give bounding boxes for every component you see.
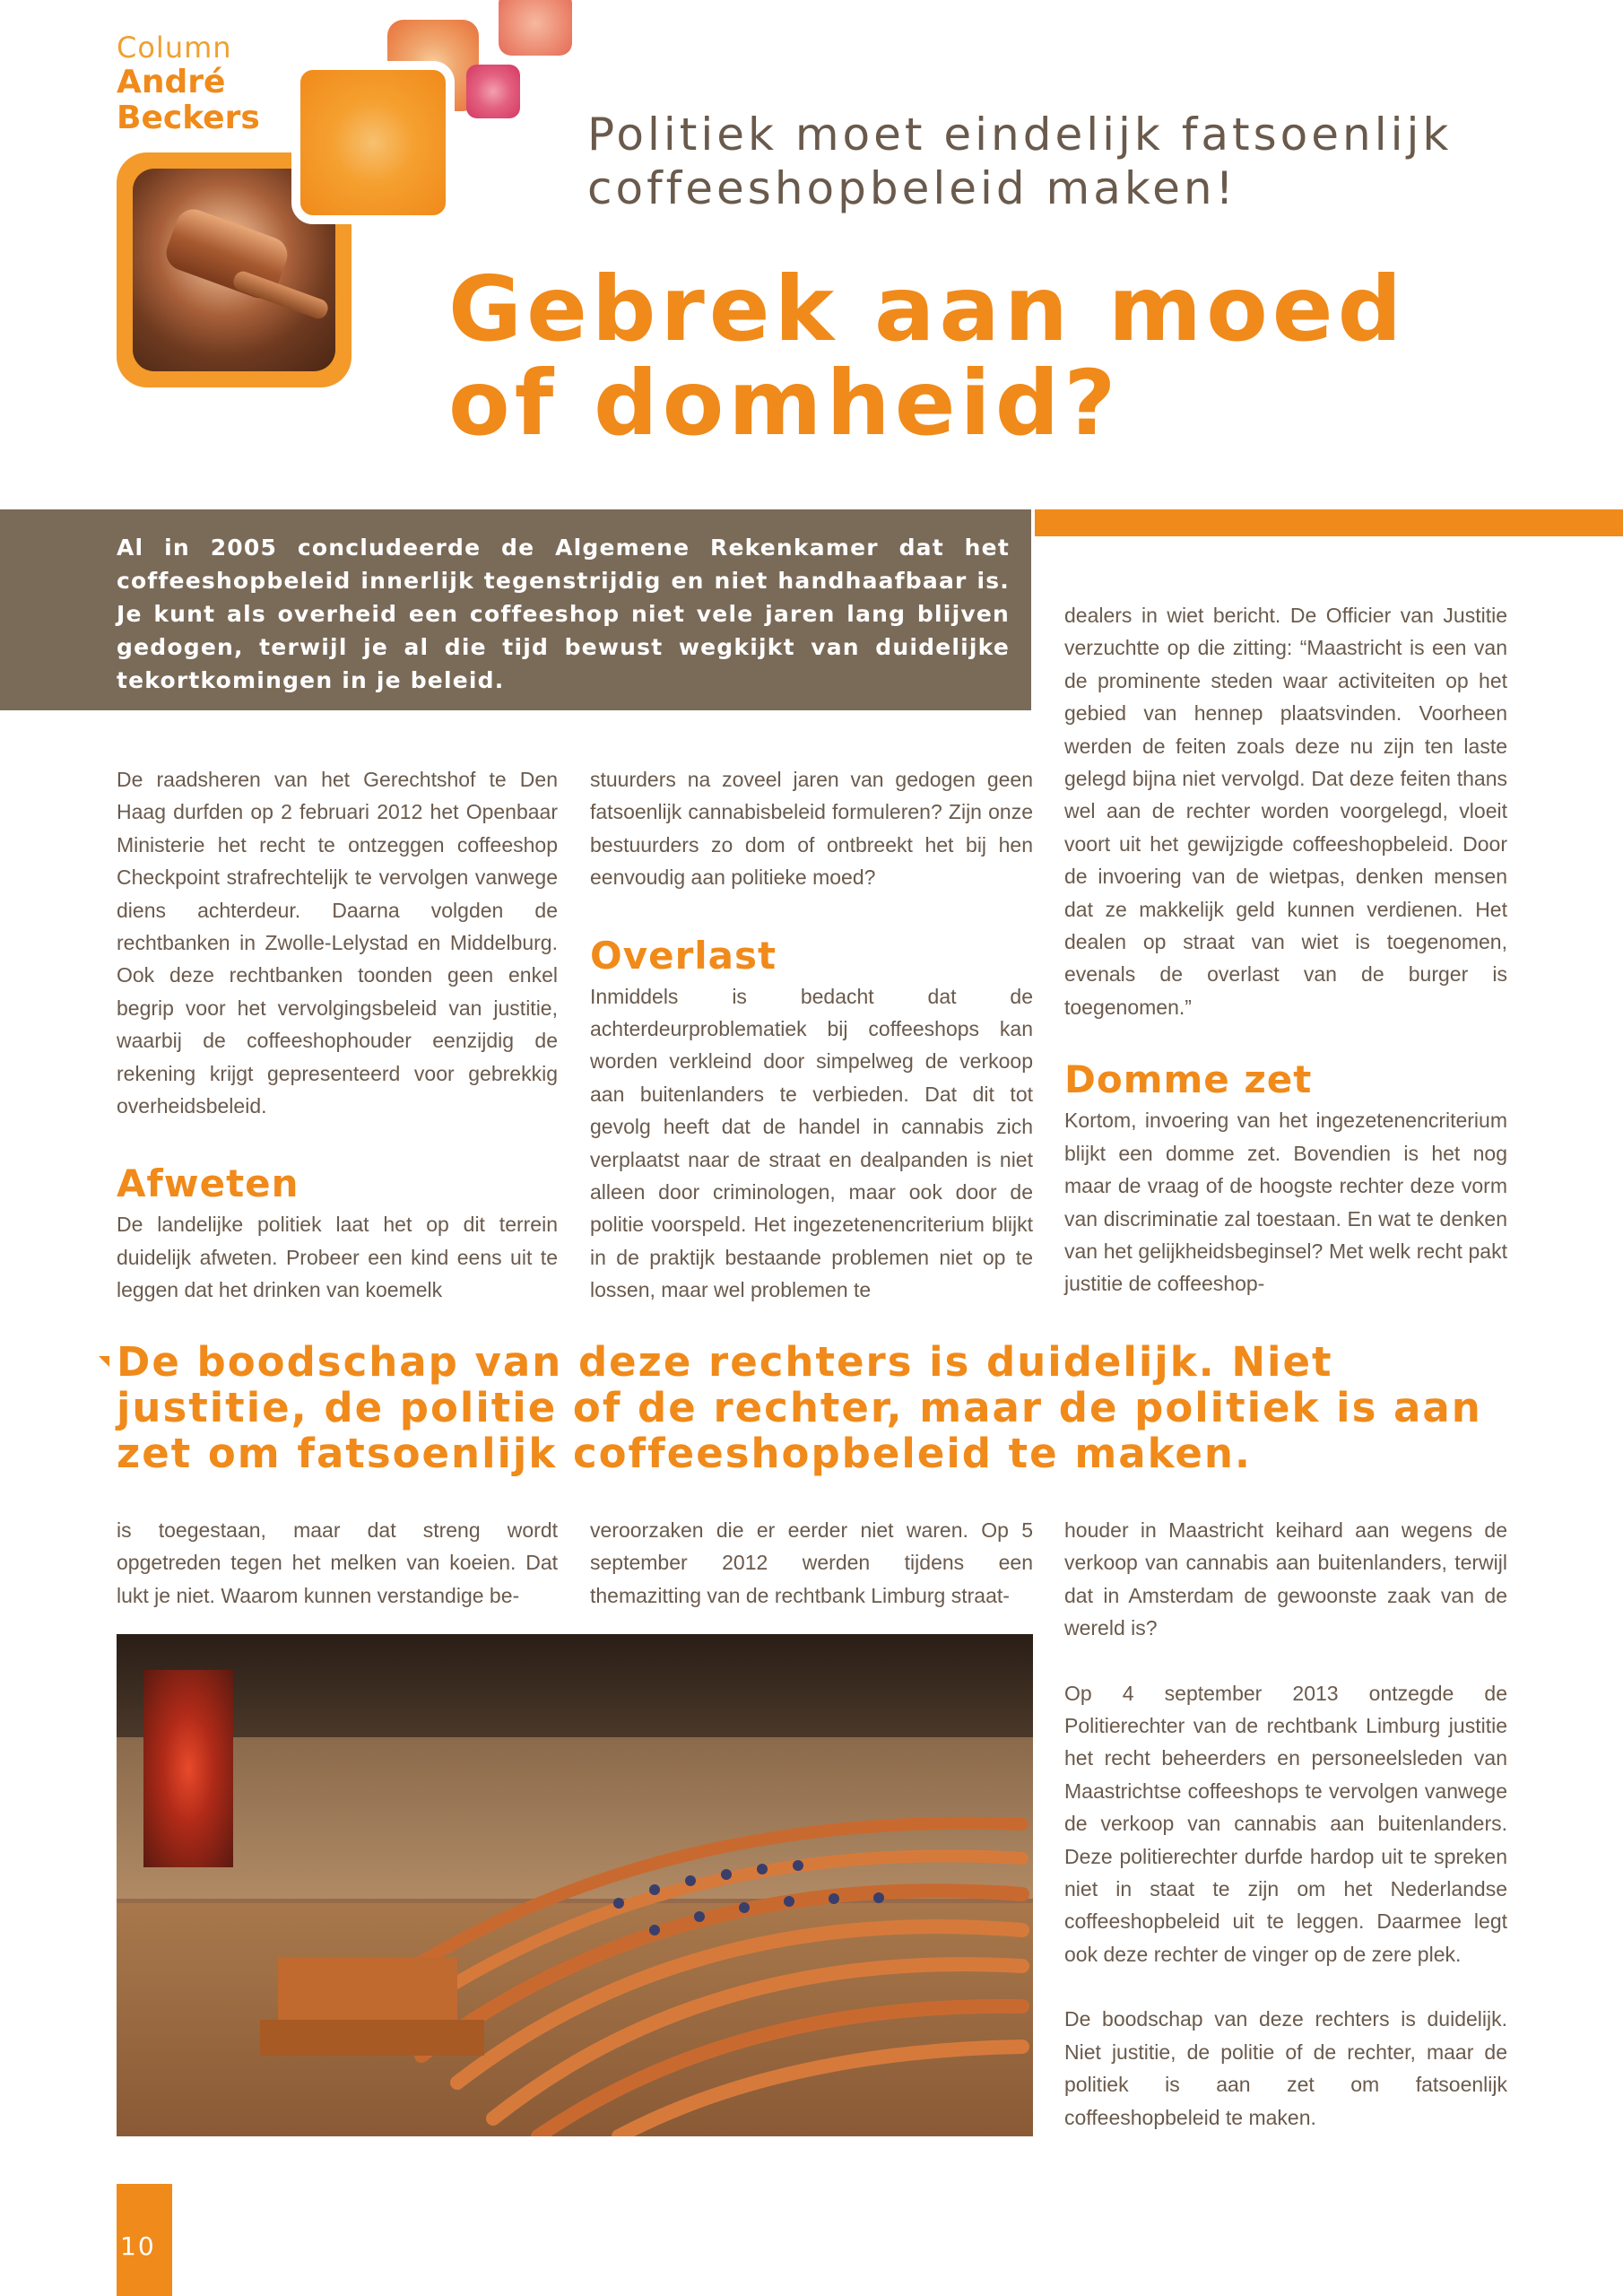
paragraph: veroorzaken die er eerder niet waren. Op 5 september 2012 werden tijdens een themazitting van de rechtbank Limburg straat- [590, 1518, 1033, 1607]
subhead-domme-zet: Domme zet [1064, 1057, 1313, 1102]
author-first-name: André [117, 64, 226, 100]
lead-paragraph: Al in 2005 concludeerde de Algemene Rekenkamer dat het coffeeshopbeleid innerlijk tegenstrijdig en niet handhaafbaar is. Je kunt als overheid een coffeeshop niet vele jaren lang blijven gedogen, terwijl je al die tijd bewust wegkijkt van duidelijke tekortkomingen in je beleid. [117, 535, 1010, 693]
paragraph: stuurders na zoveel jaren van gedogen geen fatsoenlijk cannabisbeleid formuleren? Zijn onze bestuurders zo dom of ontbreekt het bij hen eenvoudig aan politieke moed? [590, 768, 1033, 890]
gavel-handle [231, 269, 331, 321]
paragraph: houder in Maastricht keihard aan wegens de verkoop van cannabis aan buitenlanders, terwijl dat in Amsterdam de gewoonste zaak van de wereld is? [1064, 1518, 1507, 1640]
pull-quote: De boodschap van deze rechters is duidelijk. Niet justitie, de politie of de rechter, maar de politiek is aan zet om fatsoenlijk coffeeshopbeleid te maken. [117, 1338, 1482, 1477]
column-1-top [117, 763, 558, 1307]
subhead-afweten: Afweten [117, 1161, 299, 1206]
column-2-bottom [590, 1514, 1033, 1612]
column-label: Column [117, 30, 232, 65]
parliament-chamber-photo [117, 1634, 1033, 2136]
decorative-square [499, 0, 572, 56]
column-2-top [590, 763, 1033, 1307]
decorative-square [466, 65, 520, 118]
column-1-bottom [117, 1514, 558, 1612]
paragraph: De raadsheren van het Gerechtshof te Den Haag durfden op 2 februari 2012 het Openbaar Ministerie het recht te ontzeggen coffeeshop Checkpoint strafrechtelijk te vervolgen vanwege diens achterdeur. Daarna volgden de rechtbanken in Zwolle-Lelystad en Middelburg. Ook deze rechtbanken toonden geen enkel begrip voor het vervolgingsbeleid van justitie, waarbij de coffeeshophouder eenzijdig de rekening krijgt gepresenteerd voor gebrekkig overheidsbeleid. [117, 768, 558, 1118]
column-3-top [1064, 599, 1507, 1300]
headline [448, 257, 1569, 456]
subhead-overlast: Overlast [590, 933, 777, 978]
paragraph: Op 4 september 2013 ontzegde de Politierechter van de rechtbank Limburg justitie het recht beheerders en personeelsleden van Maastrichtse coffeeshops te vervolgen vanwege de verkoop van cannabis aan buitenlanders. Deze politierechter durfde hardop uit te spreken niet in staat te zijn om het Nederlandse coffeeshopbeleid uit te leggen. Daarmee legt ook deze rechter de vinger op de zere plek. [1064, 1681, 1507, 1966]
paragraph: Kortom, invoering van het ingezetenencriterium blijkt een domme zet. Bovendien is het nog maar de vraag of de hoogste rechter deze vorm van discriminatie zal toestaan. En wat te denken van het gelijkheidsbeginsel? Met welk recht pakt justitie de coffeeshop- [1064, 1109, 1507, 1296]
kicker: Politiek moet eindelijk fatsoenlijk coffeeshopbeleid maken! [587, 109, 1453, 214]
paragraph: is toegestaan, maar dat streng wordt opgetreden tegen het melken van koeien. Dat lukt je niet. Waarom kunnen verstandige be- [117, 1518, 558, 1607]
photo-seating [117, 1634, 1033, 2136]
headline-line-2: of domheid? [448, 351, 1121, 456]
decorative-square [291, 61, 455, 224]
paragraph: De landelijke politiek laat het op dit terrein duidelijk afweten. Probeer een kind eens uit te leggen dat het drinken van koemelk [117, 1213, 558, 1302]
headline-line-1: Gebrek aan moed [448, 257, 1407, 361]
paragraph: De boodschap van deze rechters is duidelijk. Niet justitie, de politie of de rechter, maar de politiek is aan zet om fatsoenlijk coffeeshopbeleid te maken. [1064, 2007, 1507, 2129]
page-number: 10 [120, 2231, 156, 2261]
author-name [117, 65, 260, 136]
paragraph: dealers in wiet bericht. De Officier van Justitie verzuchtte op die zitting: “Maastricht is een van de prominente steden waar activiteiten op het gebied van hennep plaatsvinden. Voorheen werden de feiten zoals deze nu zijn ten laste gelegd bijna niet vervolgd. Dat deze feiten thans wel aan de rechter worden voorgelegd, vloeit voort uit het gewijzigde coffeeshopbeleid. Door de invoering van de wietpas, denken mensen dat ze makkelijk geld kunnen verdienen. Het dealen op straat van wiet is toegenomen, evenals de overlast van de burger is toegenomen.” [1064, 604, 1507, 1019]
column-3-bottom [1064, 1514, 1507, 2134]
paragraph: Inmiddels is bedacht dat de achterdeurproblematiek bij coffeeshops kan worden verkleind door simpelweg de verkoop aan buitenlanders te verbieden. Dat dit tot gevolg heeft dat de handel in cannabis zich verplaatst naar de straat en dealpanden is niet alleen door criminologen, maar ook door de politie voorspeld. Het ingezetenencriterium blijkt in de praktijk bestaande problemen niet op te lossen, maar wel problemen te [590, 984, 1033, 1302]
author-last-name: Beckers [117, 100, 260, 136]
quote-mark [99, 1356, 109, 1367]
accent-bar [1035, 509, 1623, 536]
